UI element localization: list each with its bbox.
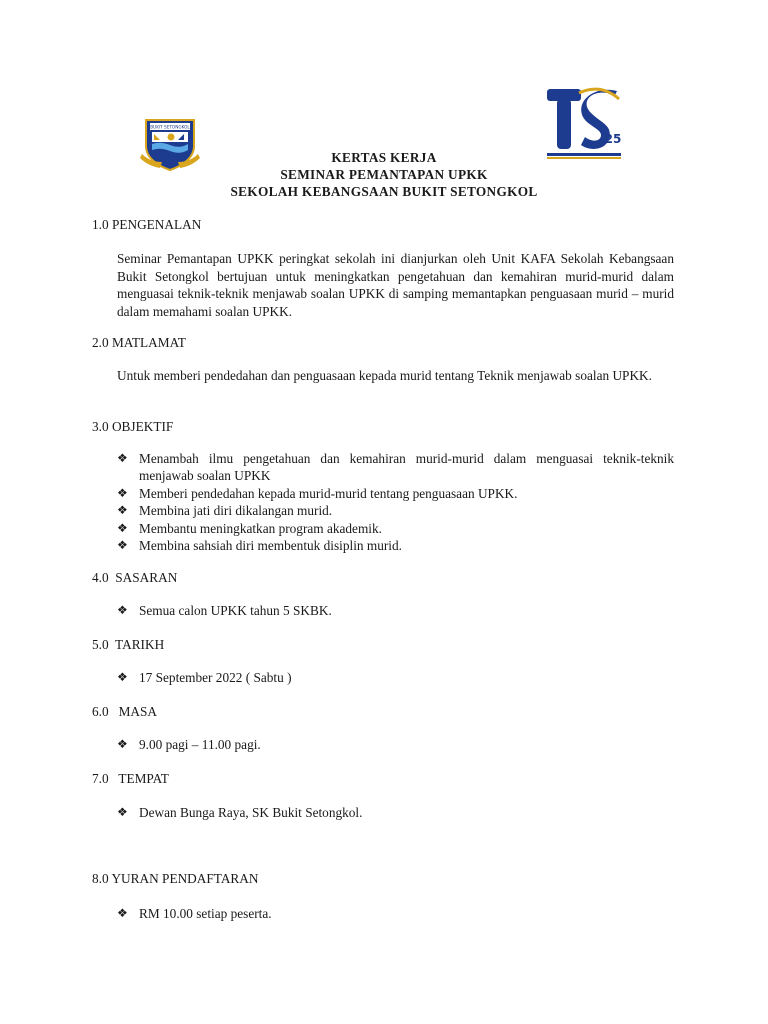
list-item: ❖ Memberi pendedahan kepada murid-murid tentang penguasaan UPKK. bbox=[117, 485, 518, 501]
diamond-bullet-icon: ❖ bbox=[117, 538, 128, 553]
diamond-bullet-icon: ❖ bbox=[117, 906, 128, 920]
title-school: SEKOLAH KEBANGSAAN BUKIT SETONGKOL bbox=[230, 184, 538, 199]
diamond-bullet-icon: ❖ bbox=[117, 503, 128, 518]
pengenalan-body: Seminar Pemantapan UPKK peringkat sekolah ini dianjurkan oleh Unit KAFA Sekolah Kebangsaan Bukit Setongkol bertujuan untuk meningkatkan pengetahuan dan kemahiran murid-murid dalam menguasai teknik-teknik menjawab soalan UPKK di samping memantapkan penguasaan murid – murid dalam memahami soalan UPKK. bbox=[117, 251, 674, 319]
list-item: ❖ 9.00 pagi – 11.00 pagi. bbox=[117, 737, 261, 752]
crest-label: BUKIT SETONGKOL bbox=[150, 124, 190, 130]
masa-list bbox=[117, 736, 674, 753]
list-item: ❖ Dewan Bunga Raya, SK Bukit Setongkol. bbox=[117, 805, 363, 820]
list-item: ❖ Membantu meningkatkan program akademik. bbox=[117, 520, 382, 536]
diamond-bullet-icon: ❖ bbox=[117, 670, 128, 684]
ts25-number: 25 bbox=[604, 132, 622, 146]
yuran-list bbox=[117, 905, 674, 922]
matlamat-body: Untuk memberi pendedahan dan penguasaan kepada murid tentang Teknik menjawab soalan UPKK. bbox=[117, 368, 652, 383]
diamond-bullet-icon: ❖ bbox=[117, 737, 128, 751]
diamond-bullet-icon: ❖ bbox=[117, 520, 128, 535]
section-heading-matlamat: 2.0 MATLAMAT bbox=[92, 335, 186, 350]
list-item: ❖ Menambah ilmu pengetahuan dan kemahiran murid-murid dalam menguasai teknik-teknik menjawab soalan UPKK bbox=[117, 451, 674, 484]
tarikh-list bbox=[117, 669, 674, 686]
list-item: ❖ Semua calon UPKK tahun 5 SKBK. bbox=[117, 603, 332, 618]
title-seminar: SEMINAR PEMANTAPAN UPKK bbox=[280, 167, 488, 182]
section-heading-masa: 6.0 MASA bbox=[92, 704, 158, 719]
list-item: ❖ Membina jati diri dikalangan murid. bbox=[117, 503, 333, 519]
list-item: ❖ RM 10.00 setiap peserta. bbox=[117, 906, 272, 921]
tempat-list bbox=[117, 804, 674, 821]
section-heading-yuran: 8.0 YURAN PENDAFTARAN bbox=[92, 871, 259, 886]
diamond-bullet-icon: ❖ bbox=[117, 805, 128, 819]
section-heading-objektif: 3.0 OBJEKTIF bbox=[92, 419, 174, 434]
list-item: ❖ 17 September 2022 ( Sabtu ) bbox=[117, 670, 292, 685]
sasaran-list bbox=[117, 602, 674, 619]
section-heading-pengenalan: 1.0 PENGENALAN bbox=[92, 217, 202, 232]
section-heading-tarikh: 5.0 TARIKH bbox=[92, 637, 165, 652]
title-kertas-kerja: KERTAS KERJA bbox=[331, 150, 437, 165]
section-heading-tempat: 7.0 TEMPAT bbox=[92, 771, 169, 786]
section-heading-sasaran: 4.0 SASARAN bbox=[92, 570, 178, 585]
diamond-bullet-icon: ❖ bbox=[117, 451, 128, 465]
objektif-list bbox=[117, 450, 674, 554]
diamond-bullet-icon: ❖ bbox=[117, 603, 128, 617]
diamond-bullet-icon: ❖ bbox=[117, 485, 128, 500]
list-item: ❖ Membina sahsiah diri membentuk disiplin murid. bbox=[117, 538, 402, 554]
